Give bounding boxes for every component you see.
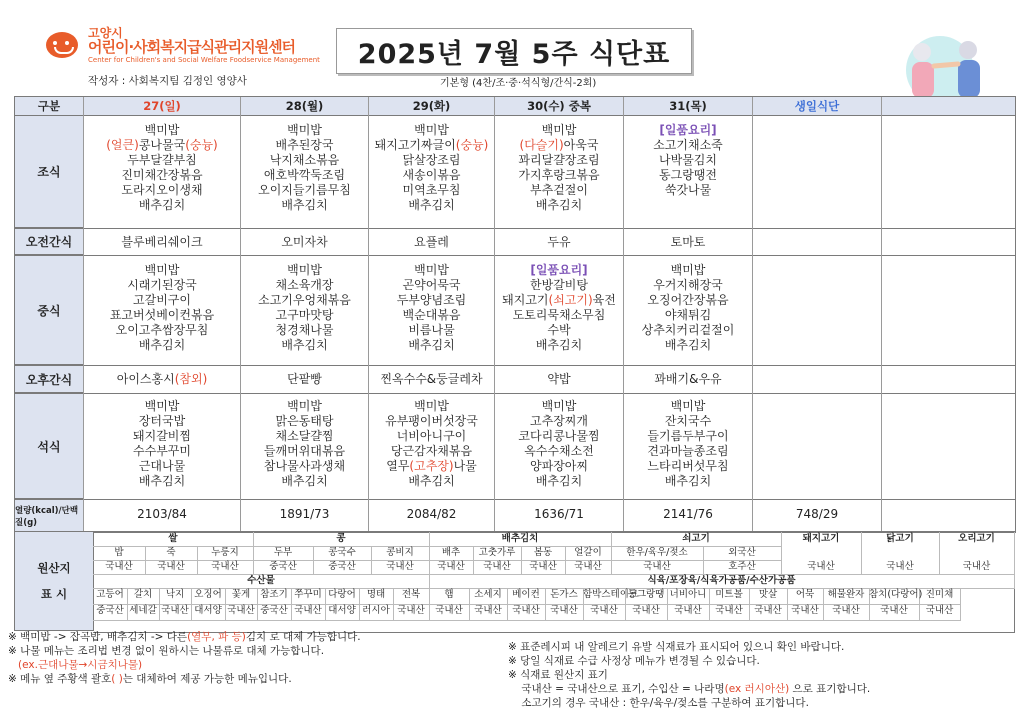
menu-line: 코다리콩나물찜 bbox=[518, 429, 600, 443]
pm-snack-cell bbox=[241, 372, 368, 390]
pm-snack-cell bbox=[84, 372, 240, 390]
origin-item: 봄동 bbox=[521, 546, 566, 561]
origin-value: 국내산 bbox=[583, 604, 626, 621]
origin-item: 밥 bbox=[93, 546, 146, 561]
origin-item: 고춧가루 bbox=[473, 546, 522, 561]
logo-city: 고양시 bbox=[88, 26, 123, 40]
menu-line: 돼지고기짜글이(숭늉) bbox=[374, 138, 489, 152]
menu-line: 2103/84 bbox=[137, 507, 187, 521]
origin-value: 국내산 bbox=[869, 604, 920, 621]
menu-line: 두유 bbox=[547, 235, 571, 249]
origin-item: 미트볼 bbox=[709, 588, 750, 605]
menu-line: 배추김치 bbox=[138, 198, 186, 212]
breakfast-cell bbox=[84, 123, 240, 228]
origin-value: 중국산 bbox=[253, 560, 314, 575]
menu-line: 수수부꾸미 bbox=[133, 444, 191, 458]
origin-value: 국내산 bbox=[939, 560, 1015, 575]
menu-line: 블루베리쉐이크 bbox=[121, 235, 203, 249]
menu-line: 백미밥 bbox=[414, 123, 449, 137]
menu-line: 곤약어묵국 bbox=[402, 278, 461, 292]
origin-value: 국내산 bbox=[667, 604, 710, 621]
menu-line: 배추김치 bbox=[535, 338, 583, 352]
menu-line: 채소달걀찜 bbox=[275, 429, 334, 443]
origin-value: 국내산 bbox=[159, 604, 192, 621]
origin-item: 배추 bbox=[429, 546, 474, 561]
lunch-cell bbox=[624, 263, 752, 365]
notes-right bbox=[508, 640, 870, 710]
menu-line: 새송이볶음 bbox=[402, 168, 461, 182]
menu-table bbox=[14, 96, 1016, 533]
row-label-pm-snack: 오후간식 bbox=[15, 366, 83, 393]
center-logo-icon bbox=[46, 32, 78, 58]
menu-line: 백미밥 bbox=[670, 399, 706, 413]
origin-group-bean: 콩 bbox=[253, 532, 430, 547]
origin-value: 국내산 bbox=[565, 560, 612, 575]
origin-item: 너비아니 bbox=[667, 588, 710, 605]
menu-line: 우거지해장국 bbox=[653, 278, 723, 292]
note-line: 국내산 = 국내산으로 표기, 수입산 = 나라명(ex 러시아산) 으로 표기합니다. bbox=[508, 683, 871, 695]
menu-line: 아이스홍시(참외) bbox=[116, 372, 208, 386]
origin-item: 맛살 bbox=[749, 588, 788, 605]
note-line: ※ 식재료 원산지 표기 bbox=[508, 669, 608, 681]
menu-line: 백미밥 bbox=[144, 263, 180, 277]
row-label-am-snack: 오전간식 bbox=[15, 229, 83, 255]
menu-line: 쑥갓나물 bbox=[664, 183, 712, 197]
origin-group-kimchi: 배추김치 bbox=[429, 532, 612, 547]
origin-item: 콩국수 bbox=[313, 546, 372, 561]
dinner-cell bbox=[624, 399, 752, 499]
origin-value: 국내산 bbox=[521, 560, 566, 575]
header-day-28: 28(월) bbox=[241, 97, 368, 115]
menu-line: 맑은동태탕 bbox=[275, 414, 334, 428]
menu-line: 고갈비구이 bbox=[133, 293, 191, 307]
menu-line: 배추김치 bbox=[664, 338, 712, 352]
row-label-energy: 열량(kcal)/단백질(g) bbox=[15, 500, 83, 531]
breakfast-cell bbox=[495, 123, 623, 228]
origin-value: 대서양 bbox=[191, 604, 226, 621]
menu-line: 배추김치 bbox=[138, 474, 186, 488]
menu-line: 참나물사과생채 bbox=[263, 459, 346, 473]
menu-line: 배추김치 bbox=[664, 474, 712, 488]
origin-item: 얼갈이 bbox=[565, 546, 612, 561]
note-line: ※ 나물 메뉴는 조리법 변경 없이 원하시는 나물류로 대체 가능합니다. bbox=[8, 645, 325, 657]
origin-title-1: 원산지 bbox=[37, 561, 71, 575]
note-line: ※ 표준레시피 내 알레르기 유발 식재료가 표시되어 있으니 확인 바랍니다. bbox=[508, 641, 845, 653]
menu-line: 배추김치 bbox=[281, 198, 328, 212]
origin-item: 베이컨 bbox=[507, 588, 546, 605]
origin-value: 국내산 bbox=[429, 560, 474, 575]
origin-item: 외국산 bbox=[703, 546, 782, 561]
origin-value: 국내산 bbox=[919, 604, 961, 621]
origin-value: 호주산 bbox=[703, 560, 782, 575]
lunch-cell bbox=[241, 263, 368, 365]
origin-item: 콩비지 bbox=[371, 546, 430, 561]
origin-item: 갈치 bbox=[127, 588, 160, 605]
origin-value: 국내산 bbox=[145, 560, 198, 575]
row-label-breakfast: 조식 bbox=[15, 116, 83, 228]
menu-line: 2141/76 bbox=[663, 507, 713, 521]
menu-line: 배추김치 bbox=[281, 474, 328, 488]
menu-line: 고구마맛탕 bbox=[275, 308, 334, 322]
menu-line: 들기름두부구이 bbox=[647, 429, 729, 443]
menu-line: 양파장아찌 bbox=[530, 459, 588, 473]
origin-value: 국내산 bbox=[469, 604, 508, 621]
origin-value: 대서양 bbox=[325, 604, 360, 621]
menu-line: 배추김치 bbox=[535, 474, 583, 488]
menu-line: 단팥빵 bbox=[287, 372, 322, 386]
origin-group-beef: 쇠고기 bbox=[611, 532, 782, 547]
origin-item: 함박스테이크 bbox=[583, 588, 626, 605]
menu-line: [일품요리] bbox=[530, 263, 588, 277]
origin-item: 돈가스 bbox=[545, 588, 584, 605]
origin-item: 죽 bbox=[145, 546, 198, 561]
origin-value: 국내산 bbox=[393, 604, 430, 621]
menu-line: 배추김치 bbox=[408, 338, 455, 352]
origin-value: 국내산 bbox=[93, 560, 146, 575]
origin-item: 누룽지 bbox=[197, 546, 254, 561]
am-snack-cell bbox=[241, 235, 368, 253]
am-snack-cell bbox=[369, 235, 494, 253]
menu-line: 청경채나물 bbox=[275, 323, 334, 337]
menu-line: 돼지고기(쇠고기)육전 bbox=[502, 293, 616, 307]
menu-line: 백미밥 bbox=[287, 123, 322, 137]
header-day-27: 27(일) bbox=[84, 97, 240, 115]
origin-item: 다랑어 bbox=[325, 588, 360, 605]
menu-line: 약밥 bbox=[547, 372, 571, 386]
origin-item: 쭈꾸미 bbox=[291, 588, 326, 605]
note-line: (ex.근대나물→시금치나물) bbox=[18, 659, 143, 671]
menu-line: 닭살장조림 bbox=[402, 153, 461, 167]
origin-value: 러시아 bbox=[359, 604, 394, 621]
am-snack-cell bbox=[84, 235, 240, 253]
logo-center-english: Center for Children's and Social Welfare Foodservice Management bbox=[88, 56, 320, 64]
menu-line: 애호박깍둑조림 bbox=[263, 168, 346, 182]
origin-item: 참치(다랑어) bbox=[869, 588, 920, 605]
page-title: 2025년 7월 5주 식단표 bbox=[336, 28, 692, 74]
menu-line: 야채튀김 bbox=[664, 308, 712, 322]
page-subtitle: 기본형 (4찬/조·중·석식형/간식-2회) bbox=[440, 78, 597, 89]
origin-chicken: 닭고기 bbox=[861, 532, 940, 575]
origin-item: 소세지 bbox=[469, 588, 508, 605]
menu-line: 1636/71 bbox=[534, 507, 584, 521]
menu-line: 오이고추쌈장무침 bbox=[115, 323, 209, 337]
origin-value: 국내산 bbox=[429, 604, 470, 621]
origin-item: 꽃게 bbox=[225, 588, 258, 605]
menu-line: 돼지갈비찜 bbox=[133, 429, 191, 443]
pm-snack-cell bbox=[624, 372, 752, 390]
menu-line: 1891/73 bbox=[279, 507, 330, 521]
menu-line: 꽈리달걀장조림 bbox=[518, 153, 600, 167]
menu-line: 배추김치 bbox=[408, 198, 455, 212]
logo-center-name: 어린이·사회복지급식관리지원센터 bbox=[88, 38, 296, 56]
origin-value: 중국산 bbox=[257, 604, 292, 621]
menu-line: 열무(고추장)나물 bbox=[386, 459, 477, 473]
origin-value: 국내산 bbox=[781, 560, 862, 575]
origin-item: 낙지 bbox=[159, 588, 192, 605]
origin-value: 중국산 bbox=[93, 604, 128, 621]
menu-line: 장터국밥 bbox=[138, 414, 186, 428]
menu-line: 배추김치 bbox=[281, 338, 328, 352]
origin-value: 국내산 bbox=[371, 560, 430, 575]
header-blank bbox=[882, 97, 1015, 115]
menu-line: 백미밥 bbox=[670, 263, 706, 277]
origin-value: 국내산 bbox=[473, 560, 522, 575]
menu-line: 나박물김치 bbox=[659, 153, 717, 167]
menu-line: 오이지들기름무침 bbox=[258, 183, 351, 197]
lunch-cell bbox=[84, 263, 240, 365]
menu-line: 가지후랑크볶음 bbox=[518, 168, 600, 182]
note-line: ※ 당일 식재료 수급 사정상 메뉴가 변경될 수 있습니다. bbox=[508, 655, 760, 667]
menu-line: 채소육개장 bbox=[275, 278, 334, 292]
menu-line: 진미채간장볶음 bbox=[121, 168, 203, 182]
origin-item: 햄 bbox=[429, 588, 470, 605]
menu-line: 표고버섯베이컨볶음 bbox=[109, 308, 215, 322]
menu-line: 당근감자채볶음 bbox=[390, 444, 473, 458]
menu-line: 미역초무침 bbox=[402, 183, 461, 197]
dinner-cell bbox=[495, 399, 623, 499]
breakfast-cell bbox=[369, 123, 494, 228]
menu-line: 들깨머위대볶음 bbox=[263, 444, 346, 458]
origin-value: 국내산 bbox=[709, 604, 750, 621]
pm-snack-cell bbox=[495, 372, 623, 390]
energy-cell bbox=[84, 507, 240, 525]
origin-group-processed: 식육/포장육/식육가공품/수산가공품 bbox=[429, 574, 1015, 589]
menu-line: 견과마늘종조림 bbox=[647, 444, 729, 458]
origin-duck: 오리고기 bbox=[939, 532, 1015, 575]
origin-item: 해물완자 bbox=[823, 588, 870, 605]
elderly-couple-illustration bbox=[880, 30, 1020, 100]
origin-value: 국내산 bbox=[507, 604, 546, 621]
menu-line: 백미밥 bbox=[414, 263, 449, 277]
breakfast-cell bbox=[241, 123, 368, 228]
breakfast-cell bbox=[624, 123, 752, 228]
header-birthday: 생일식단 bbox=[753, 97, 881, 115]
menu-line: 오미자차 bbox=[281, 235, 328, 249]
origin-value: 국내산 bbox=[291, 604, 326, 621]
menu-line: 도토리묵채소무침 bbox=[512, 308, 606, 322]
header-day-30: 30(수) 중복 bbox=[495, 97, 623, 115]
origin-item: 고등어 bbox=[93, 588, 128, 605]
energy-cell bbox=[241, 507, 368, 525]
menu-line: 백미밥 bbox=[144, 399, 180, 413]
menu-line: 백미밥 bbox=[287, 399, 322, 413]
menu-line: 시래기된장국 bbox=[127, 278, 197, 292]
menu-line: (얼큰)콩나물국(숭늉) bbox=[106, 138, 218, 152]
origin-value: 국내산 bbox=[625, 604, 668, 621]
menu-line: 유부팽이버섯장국 bbox=[385, 414, 478, 428]
origin-item: 전복 bbox=[393, 588, 430, 605]
energy-cell bbox=[753, 507, 881, 525]
origin-item: 명태 bbox=[359, 588, 394, 605]
origin-item: 진미채 bbox=[919, 588, 961, 605]
notes-left bbox=[8, 630, 361, 686]
origin-value: 국내산 bbox=[611, 560, 704, 575]
menu-line: 백미밥 bbox=[541, 123, 577, 137]
menu-line: 소고기채소죽 bbox=[653, 138, 723, 152]
author-line: 작성자 : 사회복지팀 김정인 영양사 bbox=[88, 75, 247, 87]
origin-value: 국내산 bbox=[225, 604, 258, 621]
menu-line: 느타리버섯무침 bbox=[647, 459, 729, 473]
menu-line: 요플레 bbox=[414, 235, 449, 249]
menu-line: 소고기우엉채볶음 bbox=[258, 293, 351, 307]
origin-value: 국내산 bbox=[545, 604, 584, 621]
note-line: 소고기의 경우 국내산 : 한우/육우/젖소를 구분하여 표기합니다. bbox=[508, 697, 809, 709]
row-label-dinner: 석식 bbox=[15, 394, 83, 499]
am-snack-cell bbox=[495, 235, 623, 253]
energy-cell bbox=[495, 507, 623, 525]
menu-line: 한방갈비탕 bbox=[530, 278, 588, 292]
am-snack-cell bbox=[624, 235, 752, 253]
menu-line: 찐옥수수&둥글레차 bbox=[380, 372, 483, 386]
row-label-lunch: 중식 bbox=[15, 256, 83, 365]
origin-item: 오징어 bbox=[191, 588, 226, 605]
origin-value: 중국산 bbox=[313, 560, 372, 575]
menu-line: 동그랑땡전 bbox=[659, 168, 717, 182]
menu-line: 근대나물 bbox=[138, 459, 186, 473]
energy-cell bbox=[624, 507, 752, 525]
menu-line: 백미밥 bbox=[287, 263, 322, 277]
origin-value: 국내산 bbox=[749, 604, 788, 621]
menu-line: 백미밥 bbox=[144, 123, 180, 137]
menu-line: 백미밥 bbox=[541, 399, 577, 413]
note-line: ※ 메뉴 옆 주황색 괄호( )는 대체하여 제공 가능한 메뉴입니다. bbox=[8, 673, 292, 685]
origin-item: 한우/육우/젖소 bbox=[611, 546, 704, 561]
menu-line: 두부달걀부침 bbox=[127, 153, 197, 167]
menu-line: 토마토 bbox=[670, 235, 706, 249]
origin-group-seafood: 수산물 bbox=[93, 574, 430, 589]
dinner-cell bbox=[369, 399, 494, 499]
menu-line: 잔치국수 bbox=[664, 414, 712, 428]
origin-value: 국내산 bbox=[861, 560, 940, 575]
menu-line: 배추김치 bbox=[408, 474, 455, 488]
origin-value: 국내산 bbox=[823, 604, 870, 621]
pm-snack-cell bbox=[369, 372, 494, 390]
lunch-cell bbox=[369, 263, 494, 365]
menu-line: 상추치커리겉절이 bbox=[641, 323, 735, 337]
energy-cell bbox=[369, 507, 494, 525]
menu-line: (다슬기)아욱국 bbox=[519, 138, 599, 152]
origin-item: 어묵 bbox=[787, 588, 824, 605]
origin-title-2: 표 시 bbox=[40, 587, 68, 601]
menu-line: 도라지오이생채 bbox=[121, 183, 203, 197]
origin-title bbox=[14, 531, 94, 631]
origin-item: 동그랑땡 bbox=[625, 588, 668, 605]
menu-line: 옥수수채소전 bbox=[524, 444, 594, 458]
menu-line: [일품요리] bbox=[659, 123, 717, 137]
header-day-29: 29(화) bbox=[369, 97, 494, 115]
origin-value: 국내산 bbox=[787, 604, 824, 621]
menu-line: 배추김치 bbox=[138, 338, 186, 352]
origin-pork: 돼지고기 bbox=[781, 532, 862, 575]
menu-line: 748/29 bbox=[795, 507, 839, 521]
origin-table bbox=[93, 531, 1015, 633]
origin-group-rice: 쌀 bbox=[93, 532, 254, 547]
origin-value: 국내산 bbox=[197, 560, 254, 575]
header-day-31: 31(목) bbox=[624, 97, 752, 115]
menu-line: 두부양념조림 bbox=[396, 293, 467, 307]
menu-line: 부추겉절이 bbox=[530, 183, 588, 197]
dinner-cell bbox=[241, 399, 368, 499]
menu-line: 너비아니구이 bbox=[396, 429, 467, 443]
menu-line: 2084/82 bbox=[406, 507, 457, 521]
note-line: ※ 백미밥 -> 잡곡밥, 배추김치 -> 다른(열무, 파 등)김치 로 대체 가능합니다. bbox=[8, 631, 361, 643]
menu-line: 고추장찌개 bbox=[530, 414, 588, 428]
origin-item: 참조기 bbox=[257, 588, 292, 605]
menu-line: 배추김치 bbox=[535, 198, 583, 212]
dinner-cell bbox=[84, 399, 240, 499]
origin-value: 세네갈 bbox=[127, 604, 160, 621]
menu-line: 오징어간장볶음 bbox=[647, 293, 729, 307]
menu-line: 비름나물 bbox=[408, 323, 455, 337]
header-label: 구분 bbox=[15, 97, 83, 115]
origin-item: 두부 bbox=[253, 546, 314, 561]
menu-line: 낙지채소볶음 bbox=[269, 153, 340, 167]
menu-line: 꽈배기&우유 bbox=[654, 372, 722, 386]
menu-line: 백미밥 bbox=[414, 399, 449, 413]
menu-line: 백순대볶음 bbox=[402, 308, 461, 322]
menu-line: 배추된장국 bbox=[275, 138, 334, 152]
menu-line: 수박 bbox=[547, 323, 571, 337]
lunch-cell bbox=[495, 263, 623, 365]
